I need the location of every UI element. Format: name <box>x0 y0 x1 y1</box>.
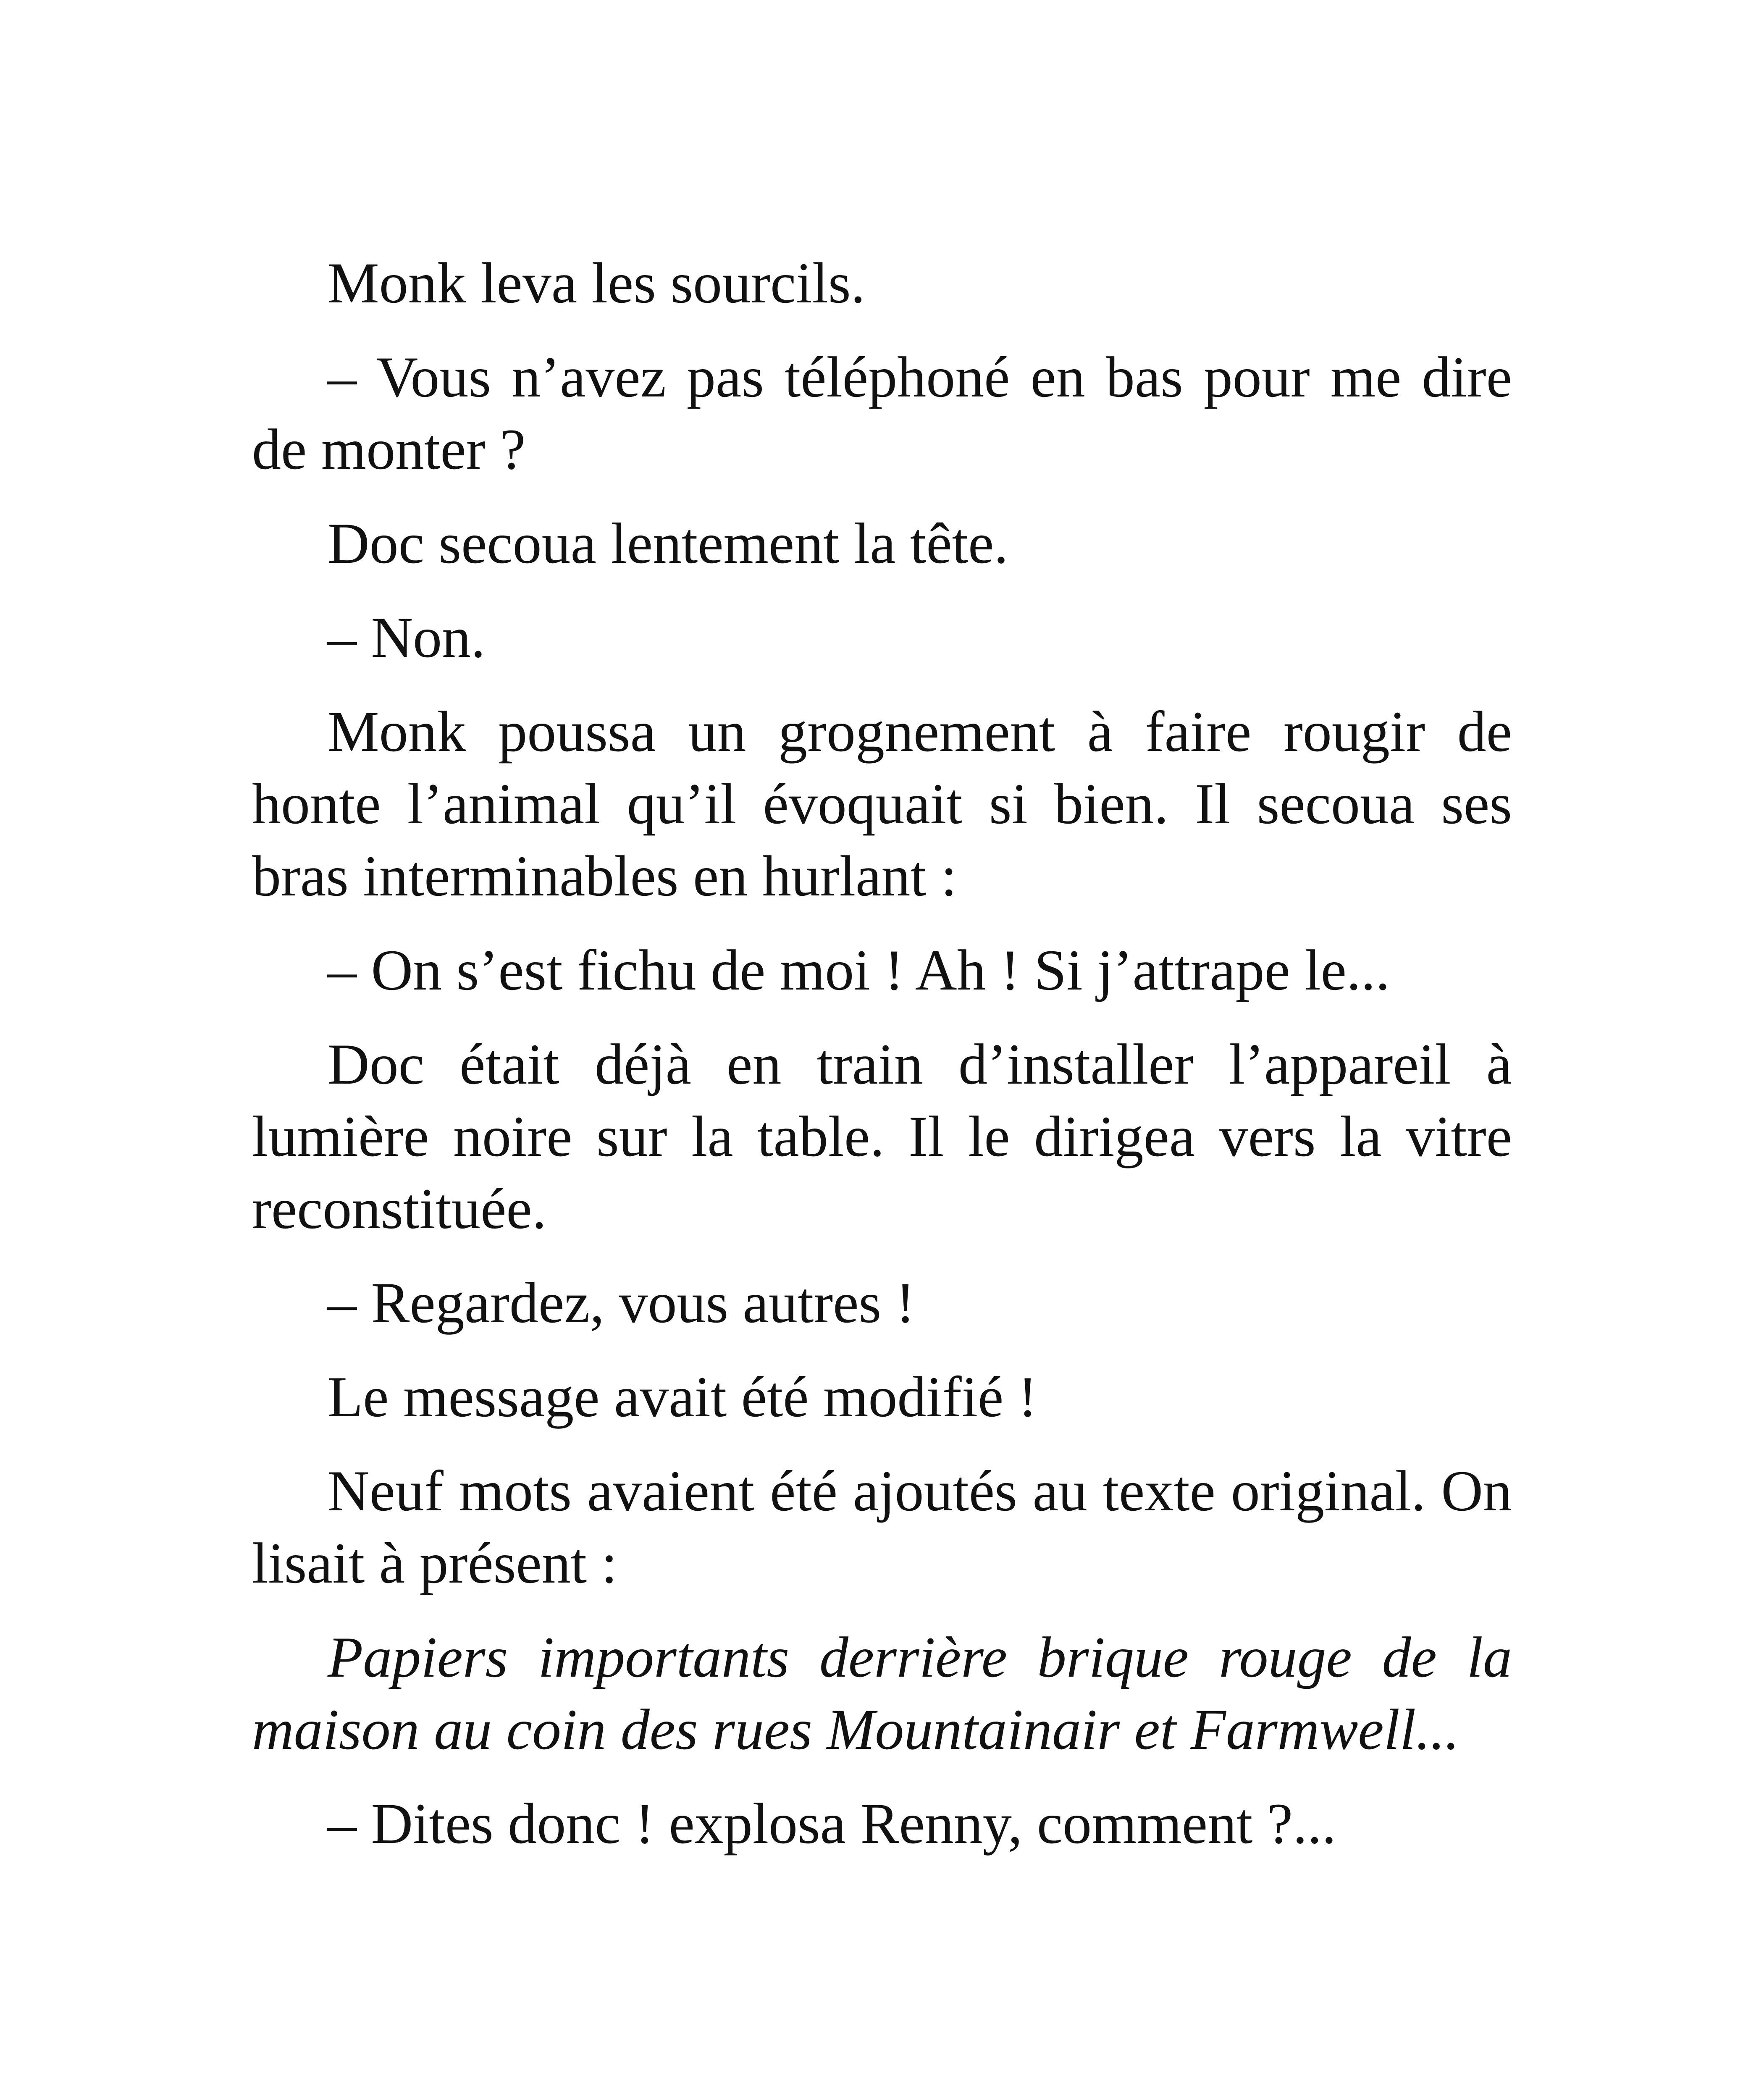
paragraph: Neuf mots avaient été ajoutés au texte original. On lisait à présent : <box>252 1459 1512 1595</box>
italic-quote-paragraph: Papiers importants derrière brique rouge de la maison au coin des rues Mountainair et Farmwell... <box>252 1625 1512 1761</box>
paragraph: – Vous n’avez pas téléphoné en bas pour me dire de monter ? <box>252 345 1512 481</box>
paragraph: Monk poussa un grognement à faire rougir de honte l’animal qu’il évoquait si bien. Il secoua ses bras interminables en hurlant : <box>252 699 1512 908</box>
paragraph: Doc secoua lentement la tête. <box>328 511 1008 575</box>
paragraph: – Regardez, vous autres ! <box>328 1270 915 1335</box>
paragraph: – On s’est fichu de moi ! Ah ! Si j’attrape le... <box>328 938 1390 1002</box>
page-body <box>252 247 1512 1882</box>
paragraph: Doc était déjà en train d’installer l’appareil à lumière noire sur la table. Il le dirigea vers la vitre reconstituée. <box>252 1032 1512 1241</box>
paragraph: – Dites donc ! explosa Renny, comment ?... <box>328 1791 1336 1856</box>
paragraph: – Non. <box>328 605 486 669</box>
paragraph: Monk leva les sourcils. <box>328 251 866 315</box>
paragraph: Le message avait été modifié ! <box>328 1365 1037 1429</box>
